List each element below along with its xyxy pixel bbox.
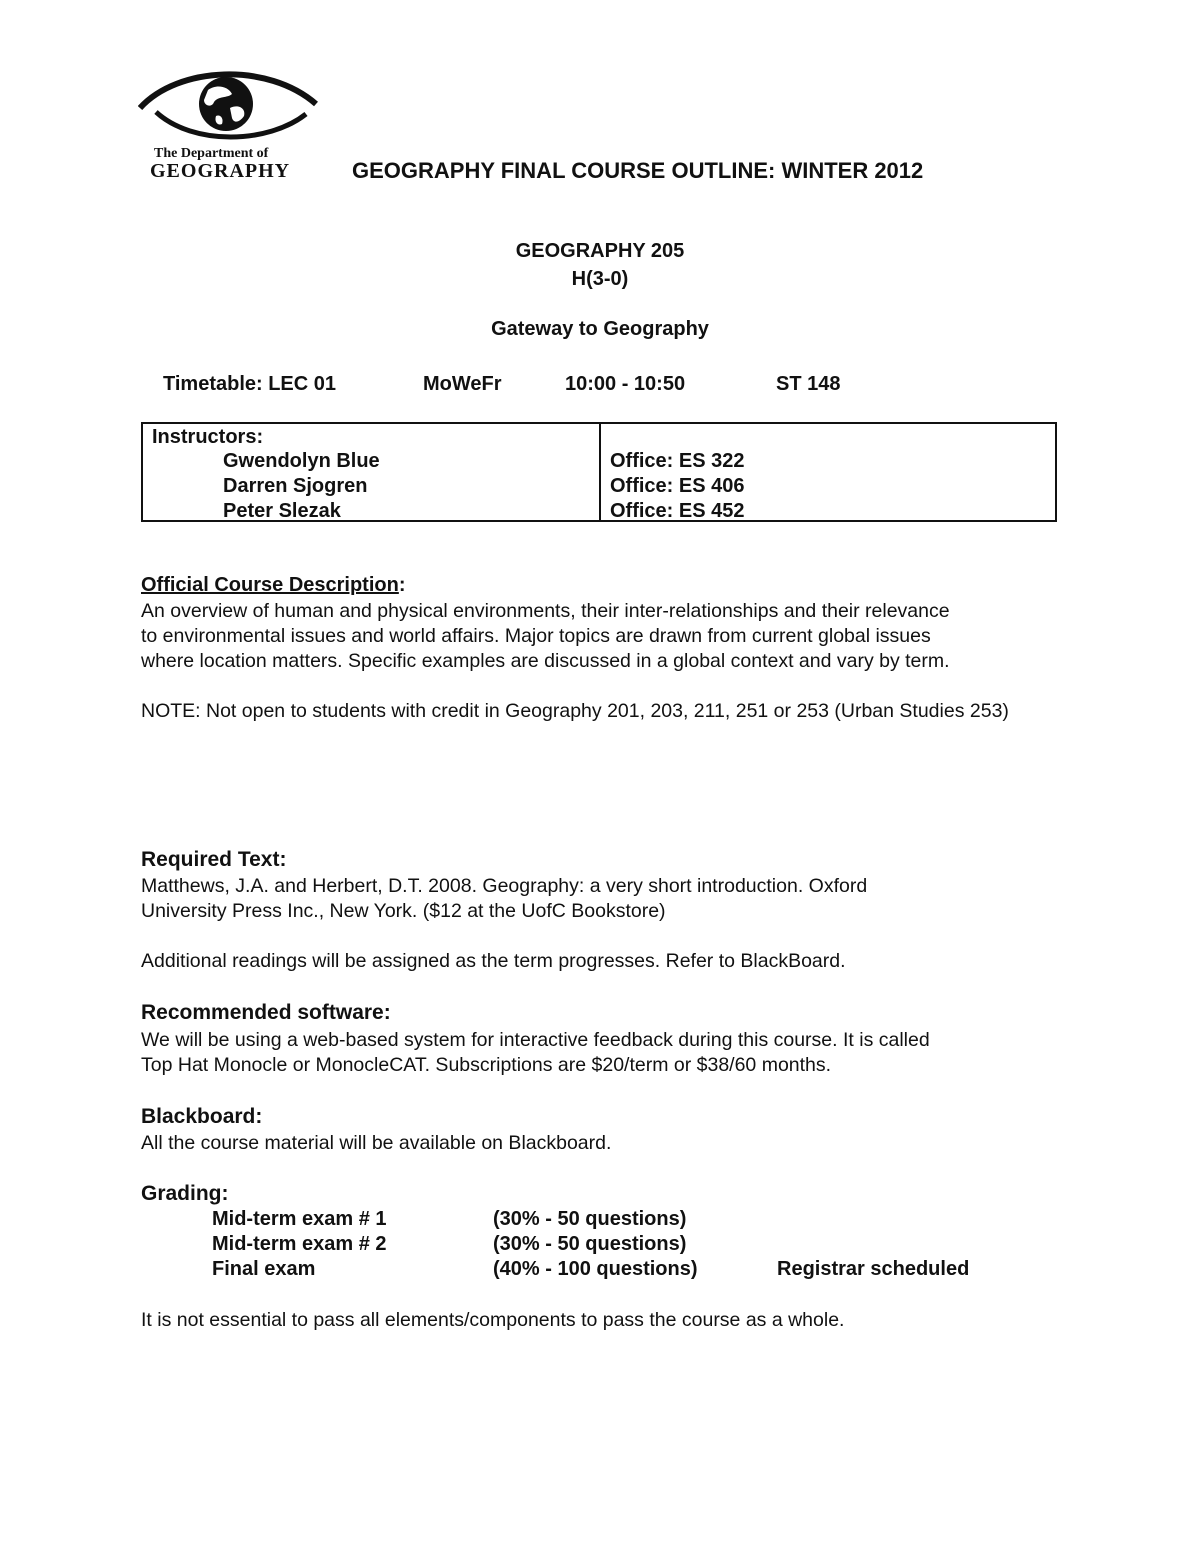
description-body	[141, 599, 1057, 674]
description-heading-text: Official Course Description	[141, 574, 399, 596]
software-body	[141, 1028, 1057, 1078]
instructor-name: Gwendolyn Blue	[223, 450, 380, 472]
department-logo	[138, 68, 318, 180]
software-line: We will be using a web-based system for interactive feedback during this course. It is called	[141, 1029, 930, 1051]
grading-item: Mid-term exam # 1	[212, 1208, 387, 1230]
page-title: GEOGRAPHY FINAL COURSE OUTLINE: WINTER 2012	[352, 158, 924, 183]
timetable-days: MoWeFr	[423, 373, 502, 395]
grading-weight: (30% - 50 questions)	[493, 1233, 687, 1255]
logo-line-1: The Department of	[154, 146, 269, 161]
logo-line-2: GEOGRAPHY	[150, 160, 291, 182]
instructor-office: Office: ES 406	[610, 475, 745, 497]
software-heading: Recommended software:	[141, 1001, 391, 1024]
instructor-name: Peter Slezak	[223, 500, 341, 522]
description-line: where location matters. Specific examples are discussed in a global context and vary by term.	[141, 650, 950, 672]
description-line: to environmental issues and world affairs. Major topics are drawn from current global issues	[141, 625, 931, 647]
timetable-room: ST 148	[776, 373, 841, 395]
grading-weight: (30% - 50 questions)	[493, 1208, 687, 1230]
required-text-line: Matthews, J.A. and Herbert, D.T. 2008. Geography: a very short introduction. Oxford	[141, 875, 868, 897]
grading-footer: It is not essential to pass all elements/components to pass the course as a whole.	[141, 1309, 845, 1331]
description-line: An overview of human and physical environments, their inter-relationships and their relevance	[141, 600, 950, 622]
grading-item: Final exam	[212, 1258, 316, 1280]
grading-item: Mid-term exam # 2	[212, 1233, 387, 1255]
course-hours: H(3-0)	[571, 268, 629, 290]
instructors-table	[141, 422, 1057, 522]
grading-weight: (40% - 100 questions)	[493, 1258, 698, 1280]
table-divider	[599, 424, 601, 520]
description-note: NOTE: Not open to students with credit in Geography 201, 203, 211, 251 or 253 (Urban Studies 253)	[141, 700, 1009, 722]
eye-globe-icon	[138, 68, 318, 148]
timetable-label: Timetable: LEC 01	[163, 373, 337, 395]
blackboard-heading: Blackboard:	[141, 1105, 263, 1128]
grading-heading: Grading:	[141, 1182, 229, 1205]
required-text-body	[141, 874, 1057, 924]
software-line: Top Hat Monocle or MonocleCAT. Subscriptions are $20/term or $38/60 months.	[141, 1054, 832, 1076]
course-name: Gateway to Geography	[491, 318, 709, 340]
timetable-time: 10:00 - 10:50	[565, 373, 686, 395]
grading-note: Registrar scheduled	[777, 1258, 970, 1280]
description-heading-colon: :	[398, 574, 406, 596]
instructor-name: Darren Sjogren	[223, 475, 368, 497]
instructors-label: Instructors:	[152, 426, 264, 448]
course-code: GEOGRAPHY 205	[515, 240, 685, 262]
required-text-heading: Required Text:	[141, 848, 287, 871]
additional-readings: Additional readings will be assigned as the term progresses. Refer to BlackBoard.	[141, 950, 846, 972]
instructor-office: Office: ES 322	[610, 450, 745, 472]
description-heading	[141, 574, 406, 597]
blackboard-text: All the course material will be available on Blackboard.	[141, 1132, 612, 1154]
instructor-office: Office: ES 452	[610, 500, 745, 522]
required-text-line: University Press Inc., New York. ($12 at the UofC Bookstore)	[141, 900, 666, 922]
